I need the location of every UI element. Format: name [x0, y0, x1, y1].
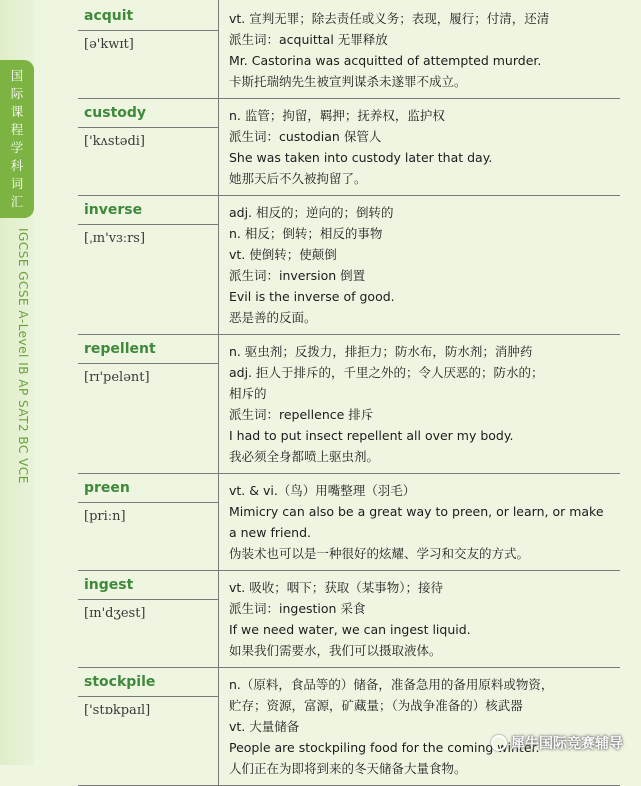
- definition-line: vt. 使倒转；使颠倒: [229, 247, 337, 262]
- definition-line: She was taken into custody later that day.: [229, 150, 493, 165]
- definition-line: a new friend.: [229, 525, 311, 540]
- definition-line: Mimicry can also be a great way to preen, or learn, or make: [229, 504, 604, 519]
- headword: preen: [78, 480, 218, 503]
- headword: acquit: [78, 8, 218, 31]
- vocab-entry: [78, 474, 620, 571]
- wechat-icon: [491, 735, 507, 751]
- word-cell: [78, 474, 219, 570]
- subject-tab-char: 词: [10, 176, 24, 191]
- vocab-entry: [78, 99, 620, 196]
- phonetic: [rɪ'pelənt]: [84, 370, 150, 385]
- word-cell: [78, 335, 219, 473]
- definition-line: 派生词：acquittal 无罪释放: [229, 32, 388, 47]
- definition-line: 我必须全身都喷上驱虫剂。: [229, 449, 380, 464]
- phonetic: [priːn]: [84, 509, 126, 524]
- definition-line: n. 监管；拘留，羁押；抚养权，监护权: [229, 108, 445, 123]
- subject-tab-char: 际: [10, 86, 24, 101]
- exam-list: IGCSE GCSE A-Level IB AP SAT2 BC VCE: [16, 228, 30, 484]
- word-cell: [78, 668, 219, 785]
- definition-line: vt. 吸收；咽下；获取（某事物）；接待: [229, 580, 443, 595]
- watermark-text: 犀牛国际竞赛辅导: [511, 736, 623, 752]
- word-cell: [78, 0, 219, 98]
- definition-line: n. 相反；倒转；相反的事物: [229, 226, 383, 241]
- vocab-entry: [78, 668, 620, 786]
- definition-cell: [219, 99, 620, 195]
- subject-tab: [0, 60, 34, 218]
- subject-tab-char: 国: [10, 68, 24, 83]
- definition-line: 贮存；资源，富源，矿藏量；（为战争准备的）核武器: [229, 698, 523, 713]
- definition-line: 如果我们需要水，我们可以摄取液体。: [229, 643, 442, 658]
- definition-line: n. 驱虫剂；反拨力，排拒力；防水布，防水剂；消肿药: [229, 344, 533, 359]
- word-cell: [78, 196, 219, 334]
- definition-line: Evil is the inverse of good.: [229, 289, 395, 304]
- subject-tab-char: 程: [10, 122, 24, 137]
- subject-tab-char: 学: [10, 140, 24, 155]
- definition-line: 伪装术也可以是一种很好的炫耀、学习和交友的方式。: [229, 546, 530, 561]
- definition-line: vt. 宣判无罪；除去责任或义务；表现，履行；付清，还清: [229, 11, 550, 26]
- vocab-entry: [78, 0, 620, 99]
- headword: ingest: [78, 577, 218, 600]
- vocab-entry: [78, 335, 620, 474]
- phonetic: [ɪn'dʒest]: [84, 606, 146, 621]
- definition-line: I had to put insect repellent all over my body.: [229, 428, 514, 443]
- definition-cell: [219, 571, 620, 667]
- headword: inverse: [78, 202, 218, 225]
- definition-line: People are stockpiling food for the coming winter.: [229, 740, 540, 755]
- vocabulary-table: [78, 0, 620, 786]
- subject-tab-char: 汇: [10, 194, 24, 209]
- definition-line: 人们正在为即将到来的冬天储备大量食物。: [229, 761, 467, 776]
- definition-line: If we need water, we can ingest liquid.: [229, 622, 471, 637]
- definition-cell: [219, 474, 620, 570]
- definition-cell: [219, 335, 620, 473]
- word-cell: [78, 571, 219, 667]
- definition-line: adj. 相反的；逆向的；倒转的: [229, 205, 394, 220]
- definition-line: 派生词：ingestion 采食: [229, 601, 366, 616]
- subject-tab-char: 科: [10, 158, 24, 173]
- definition-line: vt. 大量储备: [229, 719, 300, 734]
- definition-line: 派生词：custodian 保管人: [229, 129, 382, 144]
- definition-cell: [219, 0, 620, 98]
- definition-line: n.（原料，食品等的）储备，准备急用的备用原料或物资，: [229, 677, 554, 692]
- vocab-entry: [78, 196, 620, 335]
- headword: custody: [78, 105, 218, 128]
- headword: repellent: [78, 341, 218, 364]
- definition-line: 派生词：repellence 排斥: [229, 407, 374, 422]
- headword: stockpile: [78, 674, 218, 697]
- phonetic: ['stɒkpaɪl]: [84, 703, 151, 718]
- definition-line: vt. & vi.（鸟）用嘴整理（羽毛）: [229, 483, 416, 498]
- definition-cell: [219, 668, 620, 785]
- watermark: [491, 733, 623, 753]
- phonetic: ['kʌstədi]: [84, 134, 146, 149]
- phonetic: [ˌɪn'vɜːrs]: [84, 231, 146, 246]
- definition-line: 相斥的: [229, 386, 267, 401]
- definition-line: 卡斯托瑞纳先生被宣判谋杀未遂罪不成立。: [229, 74, 467, 89]
- definition-cell: [219, 196, 620, 334]
- vocab-entry: [78, 571, 620, 668]
- word-cell: [78, 99, 219, 195]
- phonetic: [ə'kwɪt]: [84, 37, 134, 52]
- definition-line: 派生词：inversion 倒置: [229, 268, 366, 283]
- definition-line: 恶是善的反面。: [229, 310, 317, 325]
- definition-line: adj. 拒人于排斥的，千里之外的；令人厌恶的；防水的；: [229, 365, 544, 380]
- definition-line: Mr. Castorina was acquitted of attempted murder.: [229, 53, 542, 68]
- subject-tab-char: 课: [10, 104, 24, 119]
- definition-line: 她那天后不久被拘留了。: [229, 171, 367, 186]
